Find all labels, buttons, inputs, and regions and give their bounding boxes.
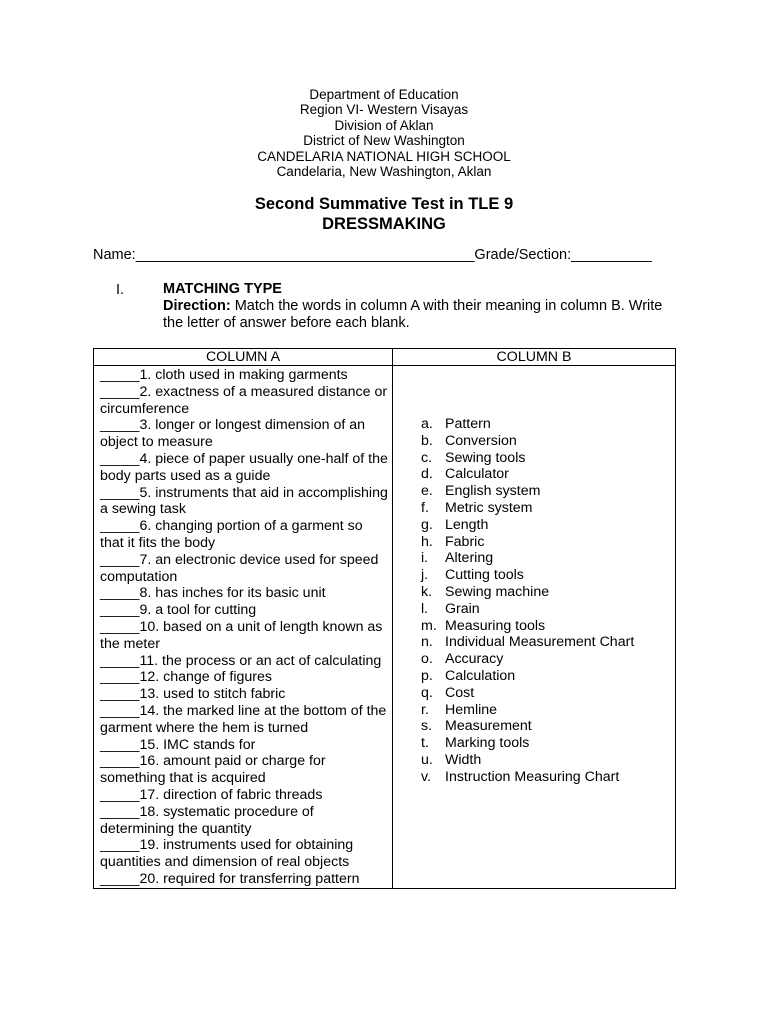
option-item [421, 500, 675, 517]
option-text: Length [445, 516, 489, 533]
option-text: Individual Measurement Chart [445, 634, 635, 651]
name-row [93, 246, 693, 264]
option-item [421, 567, 675, 584]
option-item [421, 550, 675, 567]
column-b-header: COLUMN B [393, 349, 676, 366]
section-number: I. [116, 282, 125, 298]
option-text: Instruction Measuring Chart [445, 768, 620, 785]
option-text: Measuring tools [445, 617, 546, 634]
header-line-district: District of New Washington [303, 133, 465, 149]
header-line-school: CANDELARIA NATIONAL HIGH SCHOOL [257, 148, 511, 164]
option-text: Width [445, 751, 482, 768]
option-letter: g. [421, 516, 433, 533]
option-text: Calculator [445, 466, 509, 483]
option-text: Metric system [445, 499, 533, 516]
test-title-line2: DRESSMAKING [322, 215, 446, 233]
question-item[interactable]: _____20. required for transferring pattern [100, 870, 360, 887]
option-letter: v. [421, 768, 431, 785]
option-text: Cutting tools [445, 567, 524, 584]
question-item[interactable]: _____16. amount paid or charge for something that is acquired [100, 753, 326, 787]
option-letter: l. [421, 600, 429, 617]
direction [163, 298, 683, 332]
option-text: Sewing tools [445, 449, 526, 466]
option-item [421, 752, 675, 769]
column-b-cell [393, 366, 676, 889]
header-line-region: Region VI- Western Visayas [299, 102, 469, 118]
question-item[interactable]: _____2. exactness of a measured distance or circumference [100, 383, 388, 417]
option-letter: m. [421, 617, 437, 634]
question-item[interactable]: _____18. systematic procedure of determining the quantity [100, 803, 314, 837]
name-blank[interactable]: __________________________________________ [135, 247, 475, 263]
option-item [421, 466, 675, 483]
question-item[interactable]: _____5. instruments that aid in accomplishing a sewing task [100, 484, 388, 518]
question-item[interactable]: _____11. the process or an act of calculating [100, 652, 382, 669]
question-item[interactable]: _____8. has inches for its basic unit [100, 585, 326, 602]
option-letter: n. [421, 634, 433, 651]
direction-label: Direction: [163, 298, 231, 314]
option-text: Cost [445, 684, 475, 701]
column-a-header: COLUMN A [94, 349, 393, 366]
question-item[interactable]: _____3. longer or longest dimension of an object to measure [100, 417, 366, 451]
option-letter: e. [421, 483, 433, 500]
option-text: Accuracy [445, 651, 504, 668]
header-line-division: Division of Aklan [334, 117, 434, 133]
option-item [421, 735, 675, 752]
question-item[interactable]: _____7. an electronic device used for speed computation [100, 551, 379, 585]
header-line-address: Candelaria, New Washington, Aklan [276, 164, 492, 180]
option-letter: u. [421, 751, 433, 768]
question-item[interactable]: _____10. based on a unit of length known as the meter [100, 618, 383, 652]
question-item[interactable]: _____1. cloth used in making garments [100, 367, 348, 383]
option-text: Sewing machine [445, 583, 550, 600]
option-item [421, 483, 675, 500]
option-item [421, 769, 675, 786]
test-title [0, 194, 768, 234]
section-body [163, 281, 683, 332]
option-text: Conversion [445, 432, 517, 449]
matching-table [93, 348, 676, 889]
option-letter: h. [421, 533, 433, 550]
option-item [421, 584, 675, 601]
question-item[interactable]: _____15. IMC stands for [100, 736, 256, 753]
option-text: Measurement [445, 718, 532, 735]
option-item [421, 618, 675, 635]
question-item[interactable]: _____17. direction of fabric threads [100, 786, 323, 803]
option-letter: q. [421, 684, 433, 701]
question-item[interactable]: _____12. change of figures [100, 669, 272, 686]
option-letter: b. [421, 432, 433, 449]
header-line-department: Department of Education [309, 87, 459, 102]
option-text: Altering [445, 550, 494, 567]
question-item[interactable]: _____14. the marked line at the bottom of the garment where the hem is turned [100, 702, 387, 736]
option-text: Calculation [445, 667, 516, 684]
option-text: English system [445, 483, 541, 500]
option-item [421, 702, 675, 719]
option-item [421, 668, 675, 685]
option-text: Fabric [445, 533, 485, 550]
option-text: Grain [445, 600, 480, 617]
option-letter: r. [421, 701, 429, 718]
option-item [421, 685, 675, 702]
name-label: Name: [93, 247, 136, 263]
test-title-line1: Second Summative Test in TLE 9 [254, 195, 514, 213]
option-letter: t. [421, 735, 429, 752]
option-text: Marking tools [445, 735, 530, 752]
option-letter: d. [421, 466, 433, 483]
option-item [421, 450, 675, 467]
option-text: Pattern [445, 416, 491, 432]
question-item[interactable]: _____19. instruments used for obtaining quantities and dimension of real objects [100, 837, 354, 871]
column-a-cell [94, 366, 393, 889]
option-letter: f. [421, 499, 429, 516]
option-item [421, 433, 675, 450]
school-header [0, 87, 768, 179]
option-item [421, 601, 675, 618]
option-item [421, 416, 675, 433]
question-item[interactable]: _____6. changing portion of a garment so that it fits the body [100, 518, 363, 551]
question-item[interactable]: _____9. a tool for cutting [100, 602, 257, 619]
option-letter: a. [421, 416, 433, 432]
option-letter: k. [421, 583, 433, 600]
direction-text: Match the words in column A with their meaning in column B. Write the letter of answer before each blank. [163, 298, 663, 331]
option-letter: p. [421, 667, 433, 684]
option-letter: c. [421, 449, 433, 466]
section-title: MATCHING TYPE [163, 281, 282, 297]
option-list [421, 366, 675, 786]
option-item [421, 534, 675, 551]
option-letter: j. [421, 567, 429, 584]
option-item [421, 634, 675, 651]
option-letter: o. [421, 651, 433, 668]
option-item [421, 517, 675, 534]
question-item[interactable]: _____4. piece of paper usually one-half of the body parts used as a guide [100, 450, 388, 484]
option-letter: i. [421, 550, 429, 567]
option-letter: s. [421, 718, 433, 735]
question-item[interactable]: _____13. used to stitch fabric [100, 686, 286, 703]
option-item [421, 718, 675, 735]
option-text: Hemline [445, 701, 498, 718]
grade-section-blank[interactable]: __________ [571, 247, 652, 263]
option-item [421, 651, 675, 668]
grade-section-label: Grade/Section: [474, 247, 572, 263]
